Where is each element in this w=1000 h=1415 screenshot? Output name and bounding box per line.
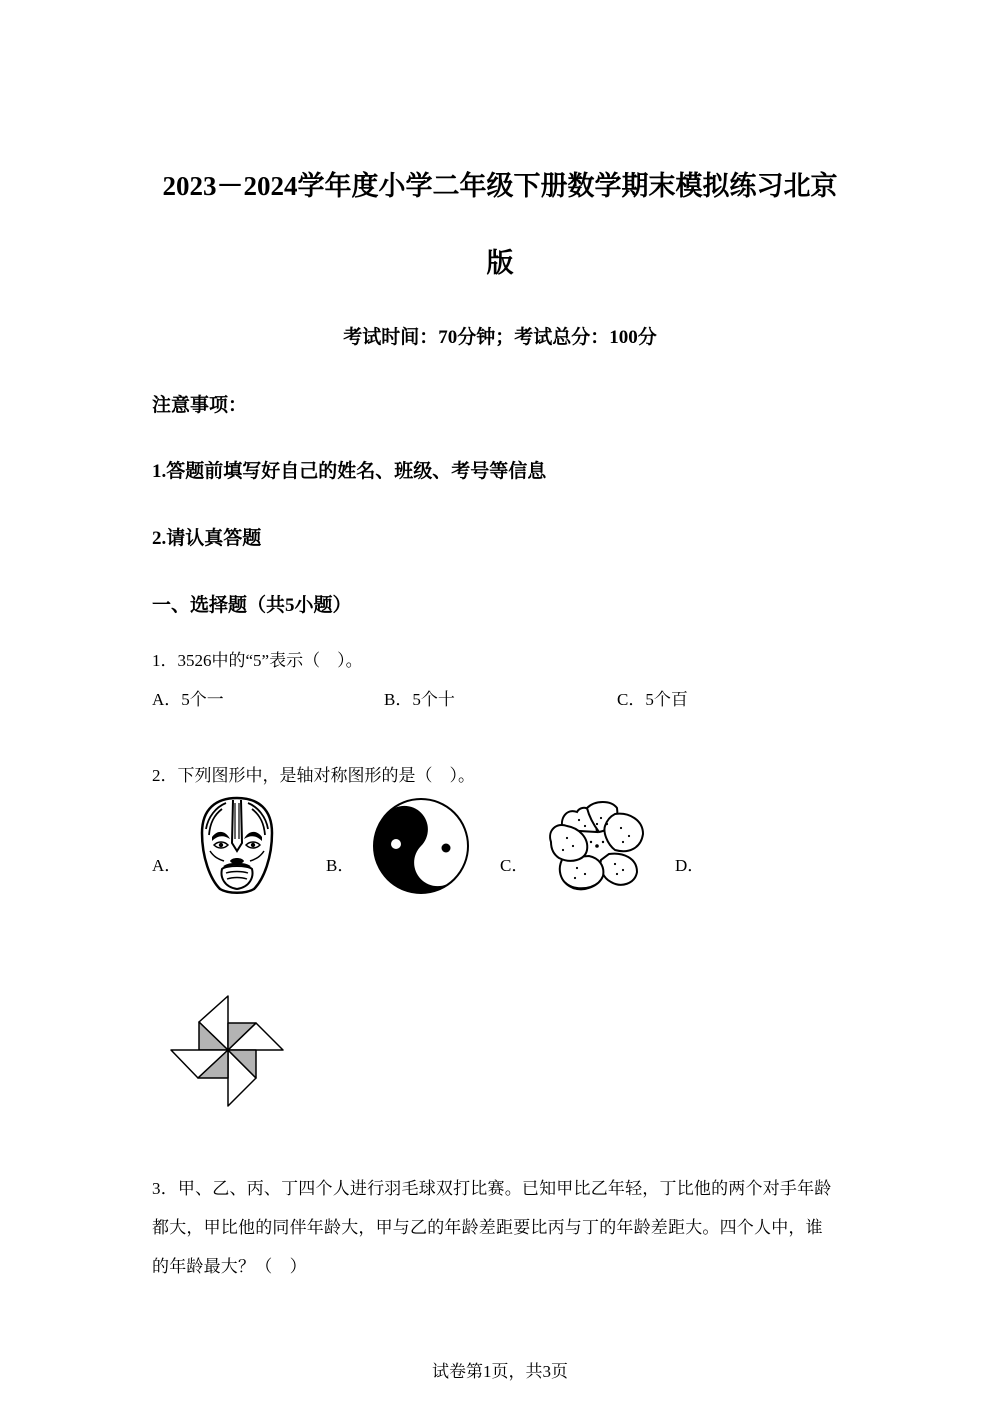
opera-mask-icon [196,795,278,895]
page-footer: 试卷第1页，共3页 [432,1362,568,1381]
question-2-label-b: B． [326,856,355,875]
question-1-option-c: C．5个百 [617,690,688,709]
page-title-line2: 版 [486,248,514,278]
question-1-option-a: A．5个一 [152,690,224,709]
question-1-option-b: B．5个十 [384,690,455,709]
exam-info: 考试时间：70分钟；考试总分：100分 [343,327,657,348]
flower-icon [545,798,649,894]
question-2-label-c: C． [500,856,529,875]
question-1-stem: 1．3526中的“5”表示（ ）。 [152,651,363,670]
note-item-2: 2.请认真答题 [152,528,262,549]
yin-yang-icon [371,796,471,896]
question-3-line-1: 3．甲、乙、丙、丁四个人进行羽毛球双打比赛。已知甲比乙年轻，丁比他的两个对手年龄 [152,1179,832,1198]
pinwheel-icon [168,995,288,1109]
note-item-1: 1.答题前填写好自己的姓名、班级、考号等信息 [152,461,547,482]
question-3-line-3: 的年龄最大？（ ） [152,1257,307,1276]
question-2-label-d: D． [675,856,705,875]
question-3-line-2: 都大，甲比他的同伴年龄大，甲与乙的年龄差距要比丙与丁的年龄差距大。四个人中，谁 [152,1218,823,1237]
page-title-line1: 2023－2024学年度小学二年级下册数学期末模拟练习北京 [162,171,838,201]
section-heading: 一、选择题（共5小题） [152,595,352,616]
question-2-stem: 2．下列图形中，是轴对称图形的是（ ）。 [152,766,475,785]
notes-heading: 注意事项： [152,395,248,416]
question-2-label-a: A． [152,856,182,875]
